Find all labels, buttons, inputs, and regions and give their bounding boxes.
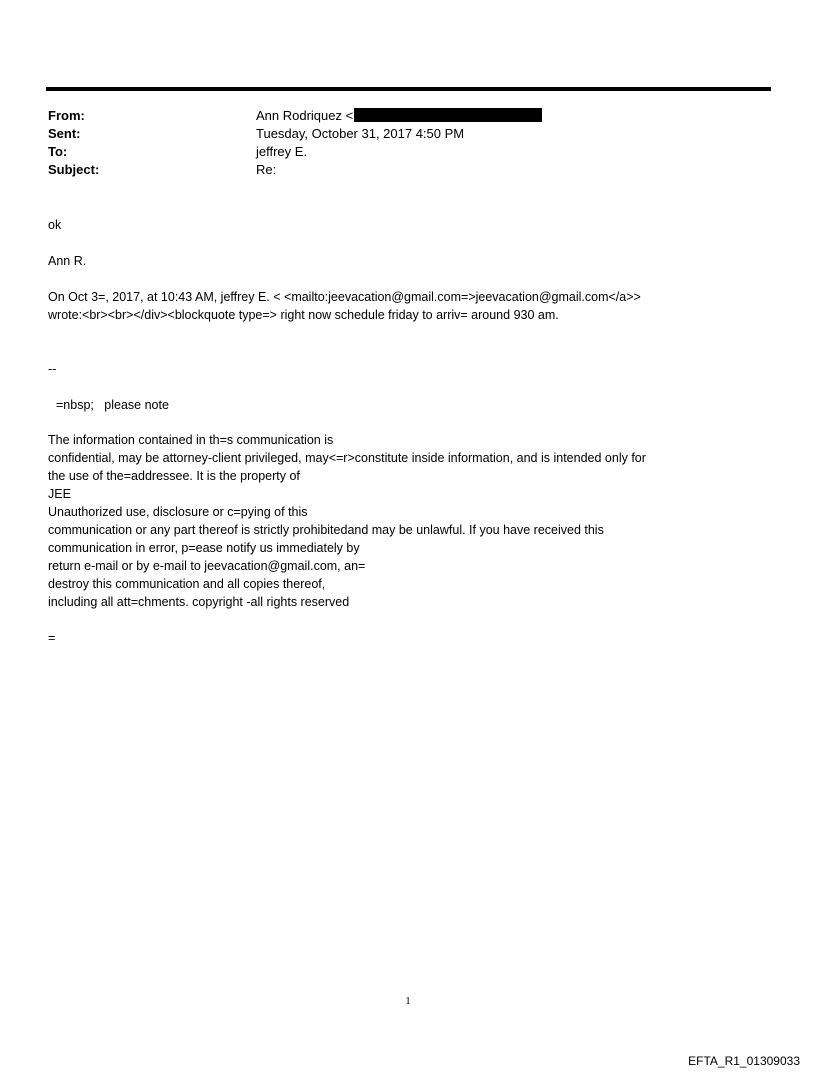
header-rule — [46, 87, 771, 91]
sent-label: Sent: — [48, 126, 81, 141]
disclaimer-line: communication in error, p=ease notify us immediately by — [48, 541, 360, 555]
disclaimer-line: JEE — [48, 487, 71, 501]
email-body — [48, 216, 748, 234]
subject-value: Re: — [256, 162, 277, 177]
disclaimer-line: return e-mail or by e-mail to jeevacation@gmail.com, an= — [48, 559, 366, 573]
sent-value: Tuesday, October 31, 2017 4:50 PM — [256, 126, 465, 141]
document-id: EFTA_R1_01309033 — [688, 1054, 800, 1068]
disclaimer-line: confidential, may be attorney-client privileged, may<=r>constitute inside information, and is intended only for — [48, 451, 646, 465]
quoted-message — [48, 288, 748, 324]
from-value — [256, 107, 542, 125]
separator-block — [48, 360, 748, 378]
quote-line: On Oct 3=, 2017, at 10:43 AM, jeffrey E. < <mailto:jeevacation@gmail.com=>jeevacation@gmail.com</a>> — [48, 290, 641, 304]
from-name: Ann Rodriquez < — [256, 108, 354, 123]
disclaimer-line: the use of the=addressee. It is the property of — [48, 469, 300, 483]
redaction-bar — [354, 108, 542, 122]
quote-line: wrote:<br><br></div><blockquote type=> right now schedule friday to arriv= around 930 am. — [48, 308, 559, 322]
disclaimer-line: communication or any part thereof is strictly prohibitedand may be unlawful. If you have received this — [48, 523, 604, 537]
note: =nbsp; please note — [56, 398, 169, 412]
to-value: jeffrey E. — [256, 144, 308, 159]
reply-text: ok — [48, 218, 62, 232]
trailer: = — [48, 631, 56, 645]
disclaimer-line: including all att=chments. copyright -all rights reserved — [48, 595, 350, 609]
disclaimer-line: Unauthorized use, disclosure or c=pying of this — [48, 505, 308, 519]
email-header — [48, 107, 748, 179]
trailer-block — [48, 629, 748, 647]
disclaimer — [48, 431, 748, 611]
page-number: 1 — [405, 995, 411, 1007]
signature: Ann R. — [48, 254, 87, 268]
subject-label: Subject: — [48, 162, 100, 177]
from-label: From: — [48, 108, 85, 123]
note-block — [56, 396, 756, 414]
disclaimer-line: destroy this communication and all copies thereof, — [48, 577, 326, 591]
disclaimer-line: The information contained in th=s communication is — [48, 433, 334, 447]
to-label: To: — [48, 144, 68, 159]
signature-block — [48, 252, 748, 270]
separator: -- — [48, 362, 57, 376]
